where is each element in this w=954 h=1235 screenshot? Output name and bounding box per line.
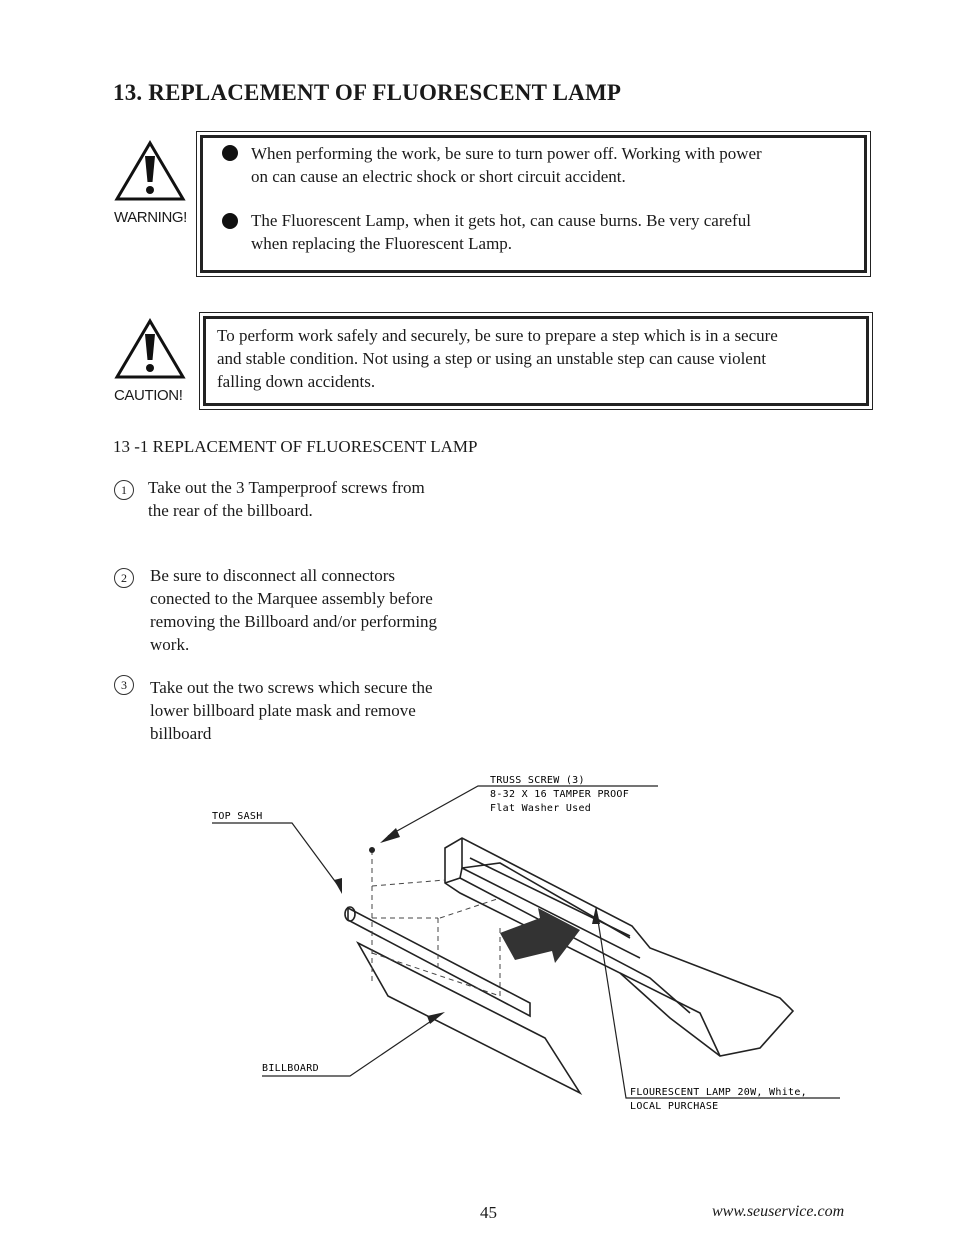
step-1-text: Take out the 3 Tamperproof screws from the rear of the billboard. <box>148 478 425 520</box>
warning-label: WARNING! <box>114 209 187 226</box>
billboard-label: BILLBOARD <box>262 1063 319 1074</box>
bullet-icon <box>222 145 238 161</box>
step-number-1: 1 <box>114 480 134 500</box>
page-number: 45 <box>480 1203 497 1222</box>
caution-triangle-icon <box>114 318 186 380</box>
caution-sign <box>114 318 188 404</box>
step-number-2: 2 <box>114 568 134 588</box>
local-purchase-label: LOCAL PURCHASE <box>630 1101 719 1112</box>
step-3-text: Take out the two screws which secure the lower billboard plate mask and remove billboard <box>150 678 433 743</box>
billboard-exploded-view <box>200 768 850 1118</box>
flat-washer-label: Flat Washer Used <box>490 803 592 814</box>
section-heading: 13 -1 REPLACEMENT OF FLUORESCENT LAMP <box>113 437 478 456</box>
warning-triangle-icon <box>114 140 186 202</box>
warning-sign <box>114 140 186 226</box>
warning-box <box>196 131 871 277</box>
caution-box <box>199 312 873 410</box>
lamp-label: FLOURESCENT LAMP 20W, White, <box>630 1087 807 1098</box>
bullet-icon <box>222 213 238 229</box>
tamper-proof-label: 8-32 X 16 TAMPER PROOF <box>490 789 630 800</box>
caution-text: To perform work safely and securely, be sure to prepare a step which is in a secure and stable condition. Not using a step or using an unstable step can cause violent falling down accidents. <box>217 326 778 391</box>
step-number-3: 3 <box>114 675 134 695</box>
page-title: 13. REPLACEMENT OF FLUORESCENT LAMP <box>113 80 622 105</box>
top-sash-label: TOP SASH <box>212 811 263 822</box>
website-link[interactable]: www.seuservice.com <box>712 1203 845 1220</box>
caution-label: CAUTION! <box>114 387 183 404</box>
warning-item-1: When performing the work, be sure to turn power off. Working with power on can cause an electric shock or short circuit accident. <box>251 144 762 186</box>
marquee-diagram <box>200 768 850 1118</box>
warning-item-2: The Fluorescent Lamp, when it gets hot, can cause burns. Be very careful when replacing the Fluorescent Lamp. <box>251 211 751 253</box>
truss-screw-label: TRUSS SCREW (3) <box>490 775 585 786</box>
step-2-text: Be sure to disconnect all connectors conected to the Marquee assembly before removing the Billboard and/or performing work. <box>150 566 438 654</box>
